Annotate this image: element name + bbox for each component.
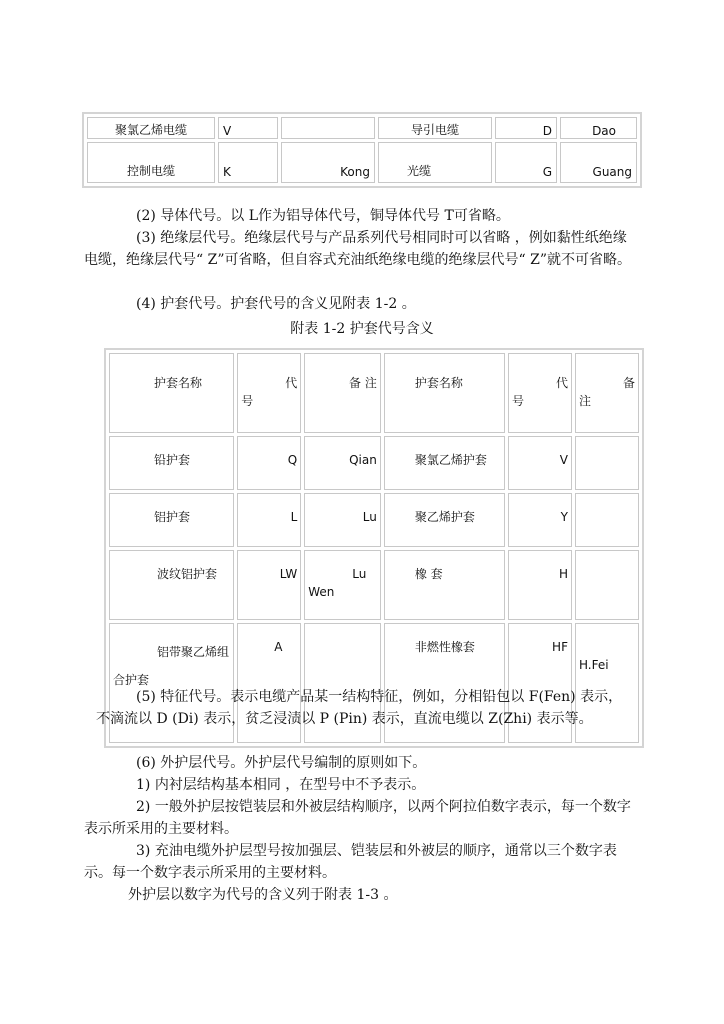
table-cell: Qian (304, 436, 381, 490)
table-cell: 控制电缆 (87, 142, 215, 183)
table-cell: 聚氯乙烯电缆 (87, 117, 215, 139)
table-row (109, 436, 639, 490)
table-cell: V (508, 436, 572, 490)
header-cell: 代号 (237, 353, 301, 433)
paragraph: 3) 充油电缆外护层型号按加强层、铠装层和外被层的顺序，通常以三个数字表示。每一个数字表示所采用的主要材料。 (84, 843, 617, 881)
table-cell: A (237, 623, 301, 743)
table-cell: 聚氯乙烯护套 (384, 436, 505, 490)
table-cell: H (508, 550, 572, 620)
table-row (109, 493, 639, 547)
table-cell: HF (508, 623, 572, 743)
table-caption: 附表 1-2 护套代号含义 (290, 321, 434, 337)
table-cell (281, 117, 375, 139)
table-cell (575, 436, 639, 490)
table-cell: Dao (560, 117, 637, 139)
table-cell: D (495, 117, 557, 139)
paragraph: (5) 特征代号。表示电缆产品某一结构特征，例如，分相铅包以 F(Fen) 表示，不滴流以 D (Di) 表示，贫乏浸渍以 P (Pin) 表示，直流电缆以 Z(Zhi) 表示等。 (96, 689, 623, 727)
table-cell: 聚乙烯护套 (384, 493, 505, 547)
table-cell: 非燃性橡套 (384, 623, 505, 743)
paragraph: 外护层以数字为代号的含义列于附表 1-3 。 (128, 887, 398, 903)
paragraph: (6) 外护层代号。外护层代号编制的原则如下。 (136, 755, 427, 771)
table-row (109, 550, 639, 620)
table-cell: L (237, 493, 301, 547)
paragraph: (2) 导体代号。以 L作为铝导体代号，铜导体代号 T可省略。 (136, 208, 510, 224)
table-cell: Y (508, 493, 572, 547)
header-cell: 护套名称 (384, 353, 505, 433)
header-cell: 备注 (575, 353, 639, 433)
header-cell: 代号 (508, 353, 572, 433)
table-cell: K (218, 142, 278, 183)
table-cell: 导引电缆 (378, 117, 492, 139)
paragraph: (4) 护套代号。护套代号的含义见附表 1-2 。 (136, 296, 416, 312)
header-cell: 护套名称 (109, 353, 234, 433)
table-cell (575, 493, 639, 547)
table-cell: 铝护套 (109, 493, 234, 547)
table-row (87, 117, 637, 139)
table-cell: Q (237, 436, 301, 490)
header-cell: 备 注 (304, 353, 381, 433)
table-cell: LW (237, 550, 301, 620)
table-cell: Guang (560, 142, 637, 183)
paragraph: (3) 绝缘层代号。绝缘层代号与产品系列代号相同时可以省略 ，例如黏性纸绝缘电缆，绝缘层代号“ Z”可省略，但自容式充油纸绝缘电缆的绝缘层代号“ Z”就不可省略。 (84, 230, 631, 268)
table-cell: 波纹铝护套 (109, 550, 234, 620)
table-cell: Kong (281, 142, 375, 183)
table-cell: G (495, 142, 557, 183)
table-row (87, 142, 637, 183)
table-cell: Lu Wen (304, 550, 381, 620)
table-cell: 铅护套 (109, 436, 234, 490)
paragraph: 1) 内衬层结构基本相同 ，在型号中不予表示。 (136, 777, 426, 793)
paragraph: 2) 一般外护层按铠装层和外被层结构顺序，以两个阿拉伯数字表示，每一个数字表示所采用的主要材料。 (84, 799, 631, 837)
table-cell: 铝带聚乙烯组合护套 (109, 623, 234, 743)
table-cell: 光缆 (378, 142, 492, 183)
table-cell: V (218, 117, 278, 139)
cable-type-table (82, 112, 642, 188)
table-cell: 橡 套 (384, 550, 505, 620)
table-cell: H.Fei (575, 623, 639, 743)
table-cell: Lu (304, 493, 381, 547)
table-cell (575, 550, 639, 620)
table-header-row (109, 353, 639, 433)
